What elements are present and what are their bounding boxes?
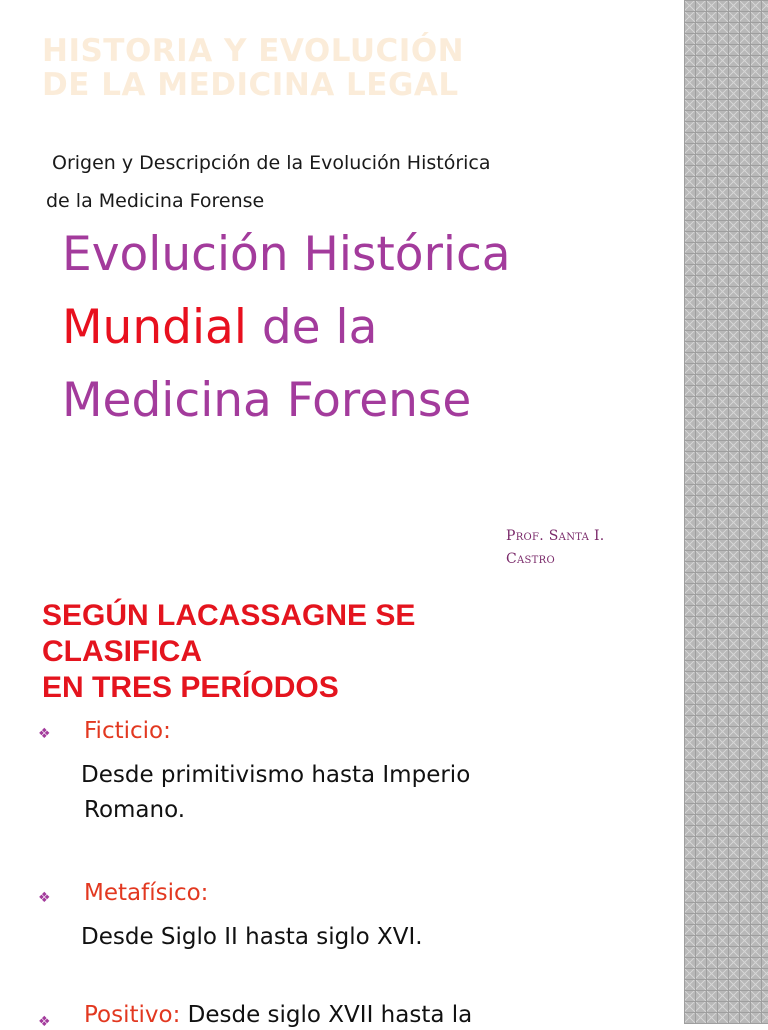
main-title-line2-rest: de la xyxy=(246,300,378,355)
period-description-line1: Desde Siglo II hasta siglo XVI. xyxy=(81,924,423,950)
main-title-line1: Evolución Histórica xyxy=(62,227,511,282)
period-description-line1: Desde primitivismo hasta Imperio xyxy=(81,762,471,788)
subtitle xyxy=(46,144,491,220)
diamond-bullet-icon: ❖ xyxy=(38,726,51,742)
period-label: Positivo: xyxy=(84,1002,181,1028)
author-line2: Castro xyxy=(506,551,555,567)
author-credit xyxy=(506,525,605,571)
section-heading-line3: EN TRES PERÍODOS xyxy=(42,671,339,704)
period-description xyxy=(81,758,470,828)
faded-title xyxy=(42,34,464,102)
period-label-row xyxy=(84,1002,472,1028)
main-title-highlight: Mundial xyxy=(62,300,247,355)
diamond-bullet-icon: ❖ xyxy=(38,890,51,906)
main-title-line3: Medicina Forense xyxy=(62,373,472,428)
main-title xyxy=(62,218,511,437)
period-description-line2: Romano. xyxy=(84,797,186,823)
main-title-line2 xyxy=(62,291,511,364)
period-label: Ficticio: xyxy=(84,718,171,744)
subtitle-line2: de la Medicina Forense xyxy=(46,190,265,212)
period-description xyxy=(81,920,423,955)
period-description-inline: Desde siglo XVII hasta la xyxy=(180,1002,473,1028)
faded-title-line2: DE LA MEDICINA LEGAL xyxy=(42,67,459,103)
section-heading-line2: CLASIFICA xyxy=(42,635,202,668)
faded-title-line1: HISTORIA Y EVOLUCIÓN xyxy=(42,33,465,69)
section-heading xyxy=(42,598,415,706)
decorative-pattern-strip xyxy=(684,0,768,1024)
diamond-bullet-icon: ❖ xyxy=(38,1014,51,1030)
subtitle-line1: Origen y Descripción de la Evolución Histórica xyxy=(52,152,491,174)
author-line1: Prof. Santa I. xyxy=(506,528,605,544)
period-label: Metafísico: xyxy=(84,880,209,906)
section-heading-line1: SEGÚN LACASSAGNE SE xyxy=(42,599,416,632)
